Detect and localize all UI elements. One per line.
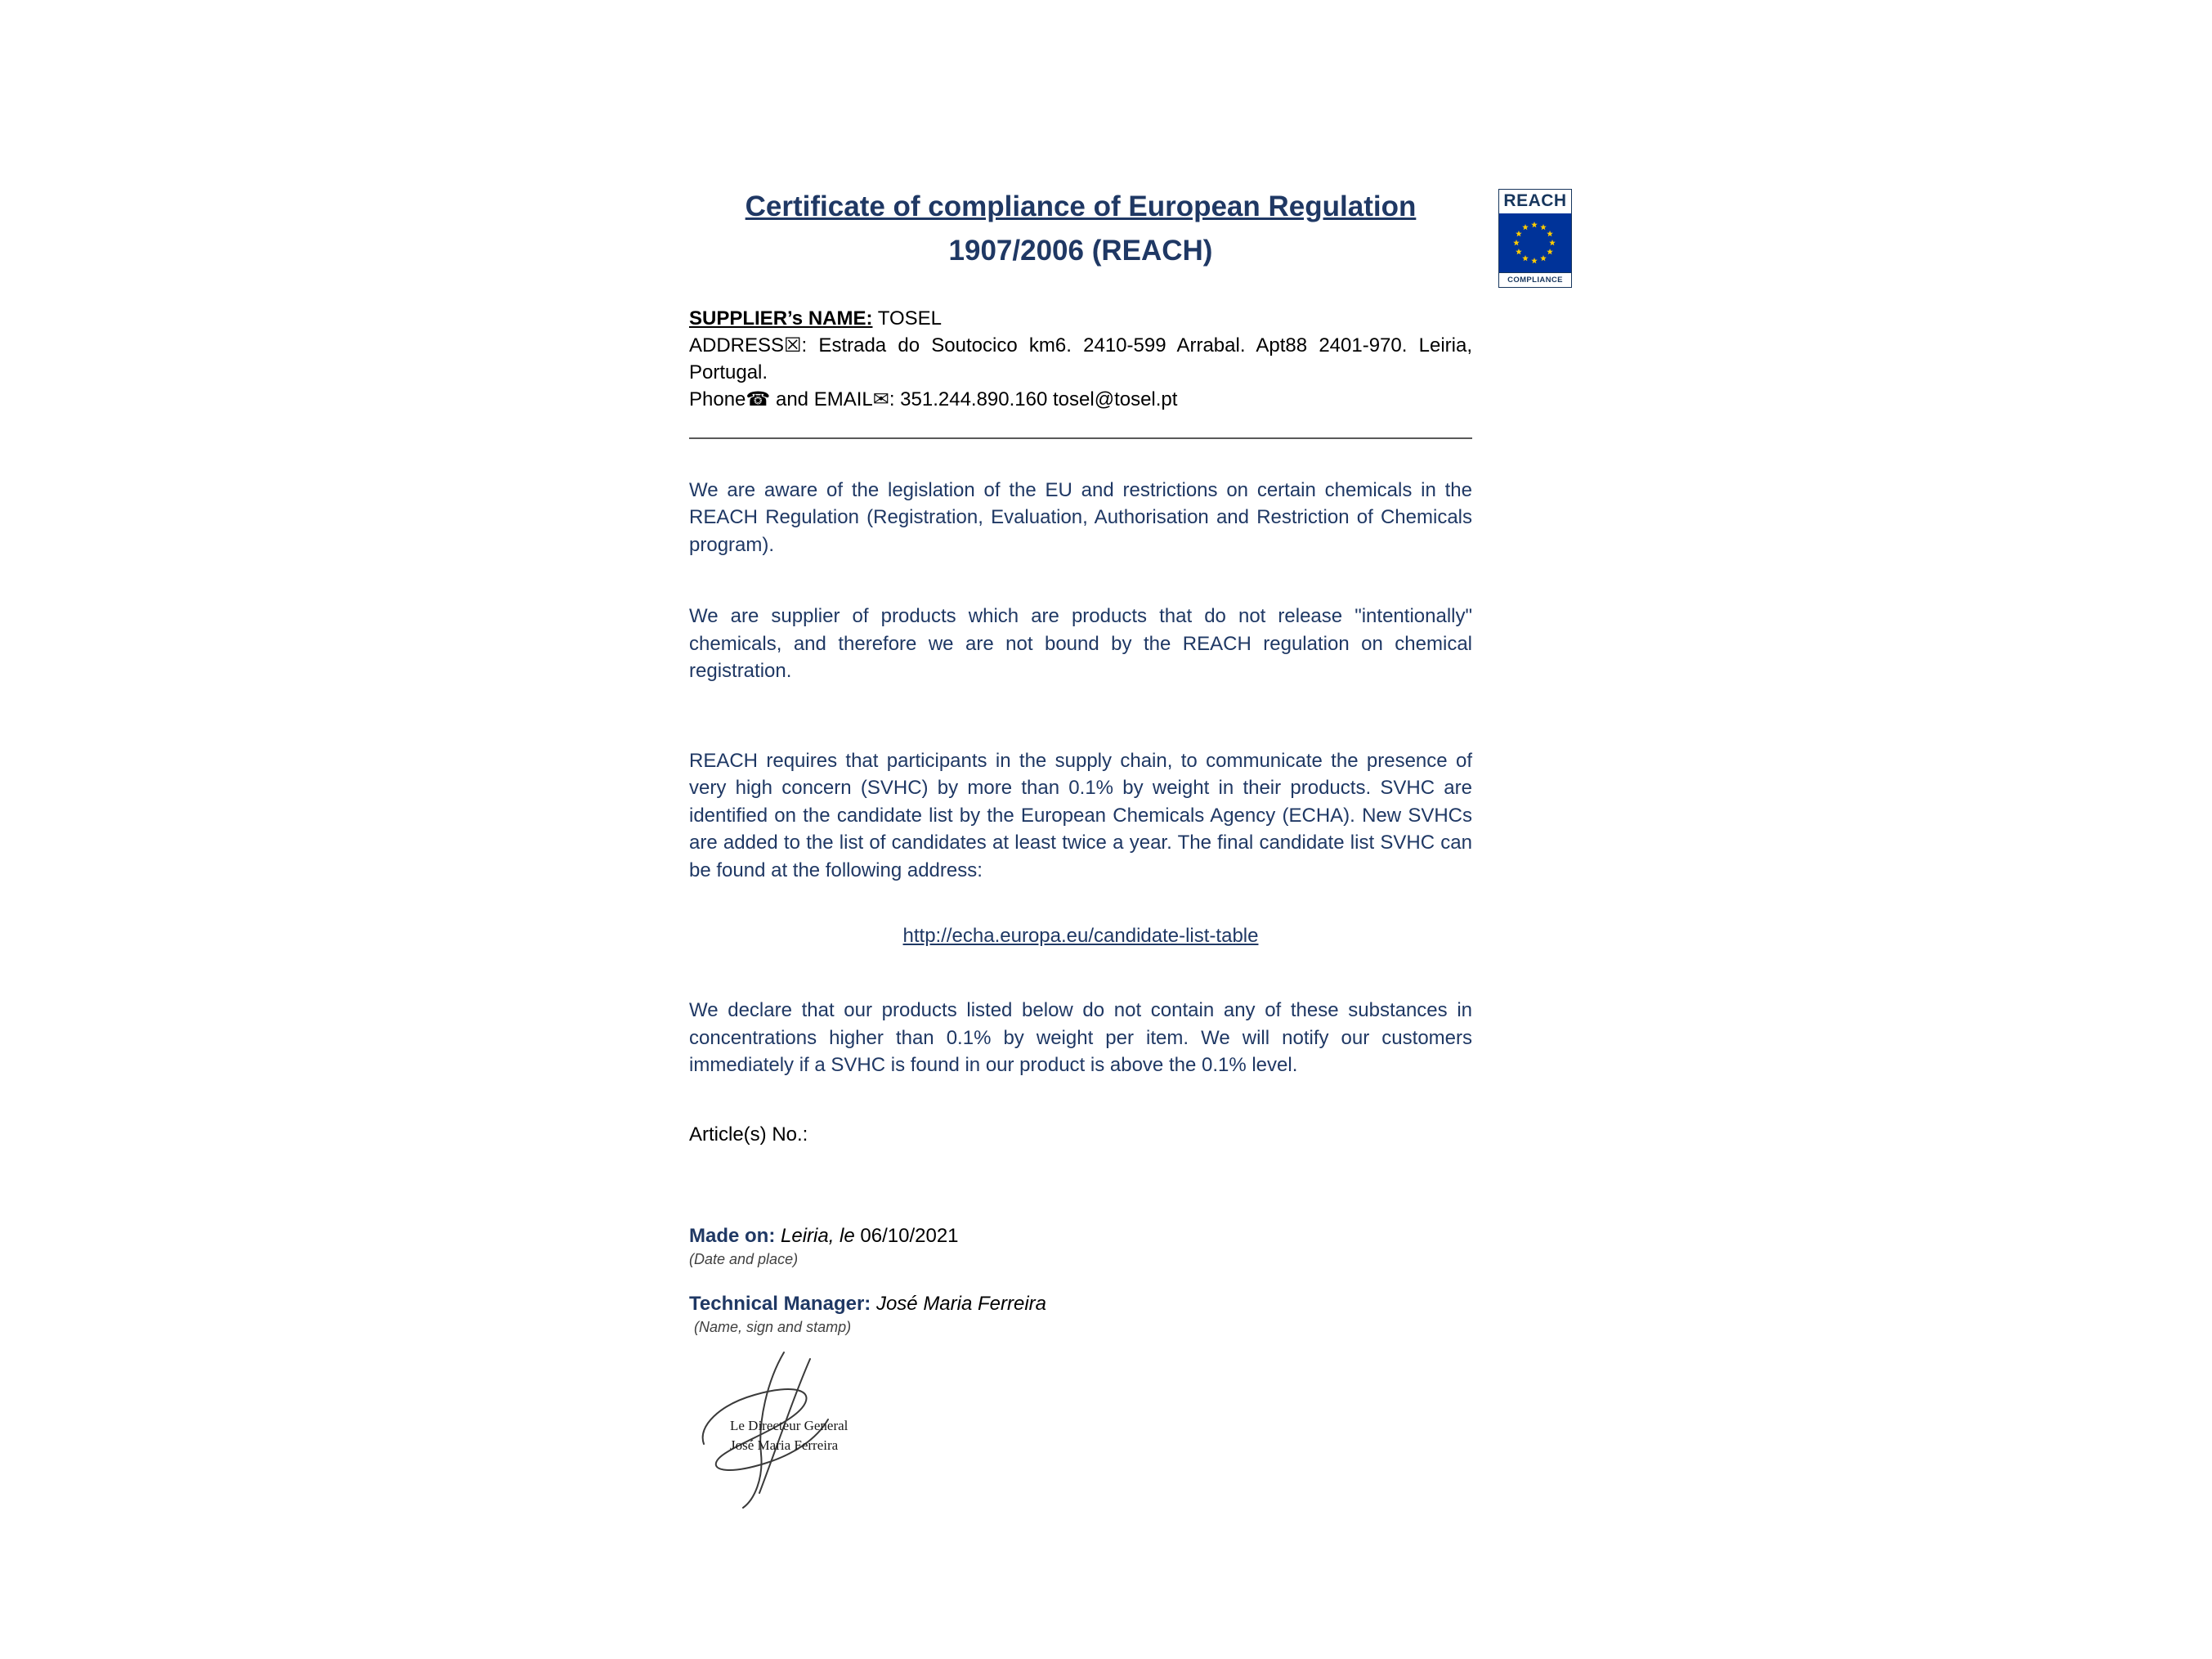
signature-block (679, 1347, 925, 1511)
paragraph-declaration: We declare that our products listed below do not contain any of these substances in concentrations higher than 0.1% by weight per item. We will notify our customers immediately if a SVHC is found in our product is above the 0.1% level. (689, 999, 1472, 1076)
phone-label: Phone (689, 388, 746, 410)
candidate-list-link[interactable]: http://echa.europa.eu/candidate-list-table (902, 925, 1259, 947)
supplier-contact-line (689, 386, 1472, 413)
candidate-list-link-line (689, 925, 1472, 948)
page-title (689, 185, 1472, 274)
fax-icon: ✉ (872, 388, 889, 410)
address-label: ADDRESS (689, 334, 785, 356)
signature-stamp-line1: Le Directeur General (730, 1417, 849, 1433)
signature-stamp-text (730, 1416, 848, 1456)
made-on-label: Made on: (689, 1224, 776, 1247)
contact-value: : 351.244.890.160 tosel@tosel.pt (889, 388, 1178, 410)
eu-flag (1499, 213, 1571, 272)
section-divider (689, 437, 1472, 439)
address-value: : Estrada do Soutocico km6. 2410-599 Arrabal. Apt88 2401-970. Leiria, Portugal. (689, 334, 1472, 383)
phone-icon: ☎ (746, 388, 771, 410)
eu-flag-stars (1499, 213, 1569, 272)
envelope-icon: ☒ (784, 334, 802, 356)
signature-stamp-line2: José Maria Ferreira (730, 1437, 839, 1454)
email-label: and EMAIL (775, 388, 873, 410)
reach-logo-label: REACH (1503, 191, 1567, 210)
made-on-line (689, 1225, 1472, 1248)
supplier-name-line (689, 305, 1472, 332)
technical-manager-name: José Maria Ferreira (875, 1292, 1047, 1315)
supplier-name-label: SUPPLIER’s NAME: (689, 307, 873, 330)
made-on-place: Leiria, le (781, 1224, 855, 1247)
title-line1: Certificate of compliance of European Regulation (745, 191, 1417, 222)
name-sign-caption: (Name, sign and stamp) (694, 1318, 852, 1335)
supplier-name-value: TOSEL (877, 307, 942, 330)
date-place-caption: (Date and place) (689, 1250, 799, 1267)
paragraph-svhc: REACH requires that participants in the supply chain, to communicate the presence of very high concern (SVHC) by more than 0.1% by weight in their products. SVHC are identified on the candidate list by the European Chemicals Agency (ECHA). New SVHCs are added to the list of candidates at least twice a year. The final candidate list SVHC can be found at the following address: (689, 749, 1472, 881)
paragraph-legislation: We are aware of the legislation of the EU and restrictions on certain chemicals in the REACH Regulation (Registration, Evaluation, Authorisation and Restriction of Chemicals program). (689, 478, 1472, 556)
made-on-date: 06/10/2021 (860, 1224, 959, 1247)
title-line2: 1907/2006 (REACH) (948, 235, 1213, 267)
technical-manager-line (689, 1293, 1472, 1316)
reach-compliance-logo (1498, 189, 1572, 288)
article-number-label: Article(s) No.: (689, 1123, 808, 1146)
supplier-address-line (689, 332, 1472, 386)
certificate-document (689, 185, 1472, 1511)
paragraph-supplier-products: We are supplier of products which are products that do not release "intentionally" chemicals, and therefore we are not bound by the REACH regulation on chemical registration. (689, 605, 1472, 682)
supplier-block (689, 305, 1472, 413)
compliance-label: COMPLIANCE (1499, 272, 1571, 287)
technical-manager-label: Technical Manager: (689, 1292, 871, 1315)
